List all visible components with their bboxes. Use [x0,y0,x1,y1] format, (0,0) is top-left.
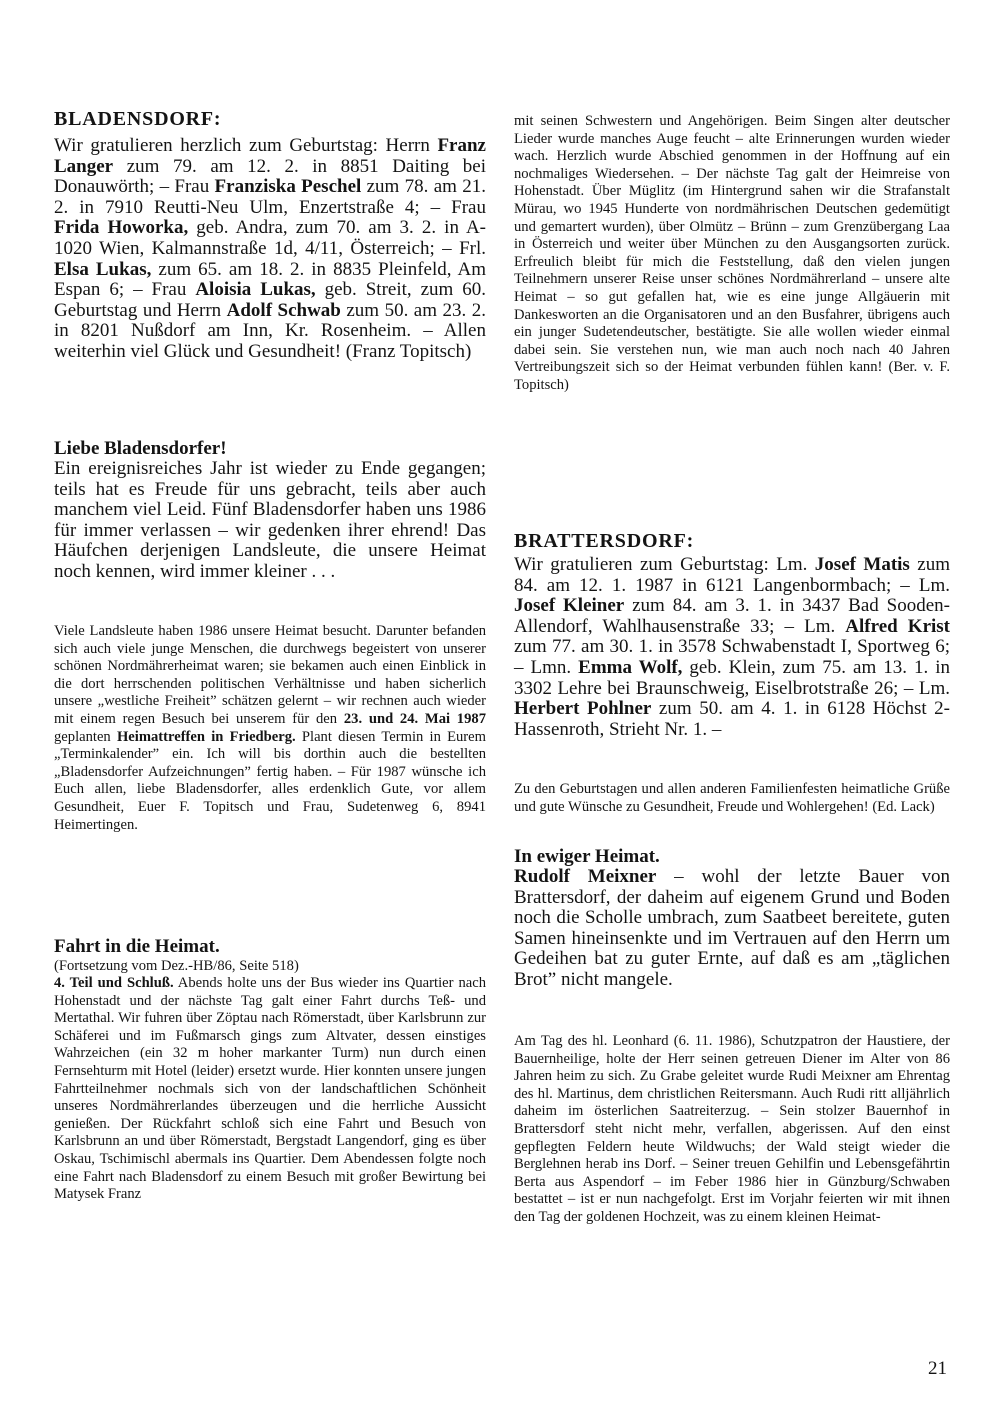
bold-run: Josef Matis [814,554,910,575]
text-run: zum 50. am 23. 2. in 8201 Nußdorf am Inn, Kr. Rosenheim. – Allen weiterhin viel Glück und Gesundheit! (Franz Topitsch) [54,299,486,362]
text-run: – wohl der letzte Bauer von Brattersdorf, der daheim auf eigenem Grund und Boden noch die Scholle umbrach, zum Saatbeet bereitete, guten Samen hineinsenkte und im Vertrauen auf den Herrn um Gedeihen bat zu guter Ernte, auf daß es am „täglichen Brot” nicht mangele. [514,866,950,990]
leonhard-text: Am Tag des hl. Leonhard (6. 11. 1986), Schutzpatron der Haustiere, der Bauernheilige, holte der Herr seinen getreuen Diener im Alter von 86 Jahren heim zu sich. Zu Grabe geleitet wurde Rudi Meixner am Ehrentag des hl. Martinus, dem christlichen Reitersmann. Auch Rudi ritt alljährlich daheim im österlichen Saatreiterzug. – Sein stolzer Bauernhof in Brattersdorf steht nicht mehr, verfallen, abgerissen. Auf den einst gepflegten Feldern heute Wildwuchs; der Wald steigt wieder die Berglehnen herab ins Dorf. – Seiner treuen Gehilfin und Lebensgefährtin Berta aus Aspendorf – im Feber 1986 hier in Günzburg/Schwaben bestattet – ist er nun nachgefolgt. Erst im Vorjahr feierten wir mit ihnen den Tag der goldenen Hochzeit, was zu einem kleinen Heimat- [514,1033,950,1225]
text-run: geb. Andra, zum 70. am 3. 2. in A-1020 Wien, Kalmannstraße 1d, 4/11, Österreich; – Frl. [54,217,487,259]
bold-run: Alfred Krist [845,615,950,637]
bold-run: Elsa Lukas, [54,258,152,280]
text-run: geplanten [54,728,117,745]
ewiger-heimat-text [514,867,950,991]
bold-run: Franziska Peschel [214,176,362,198]
bold-run: Franz Langer [54,135,486,177]
brattersdorf-birthdays [514,555,950,740]
bold-run: 4. Teil und Schluß. [54,975,174,991]
text-run: zum 77. am 30. 1. in 3578 Schwabenstadt I, Sportweg 6; – Lmn. [514,636,950,678]
viele-landsleute-text [54,623,486,834]
text-run: zum 84. am 3. 1. in 3437 Bad Sooden-Allendorf, Wahlhausenstraße 33; – Lm. [514,595,950,637]
text-run: Wir gratulieren zum Geburtstag: Lm. [514,554,815,575]
text-run: zum 78. am 21. 2. in 7910 Reutti-Neu Ulm, Enzertstraße 4; – Frau [54,176,486,218]
bold-run: Emma Wolf, [578,656,683,678]
bold-run: Josef Kleiner [514,595,625,617]
bold-run: Rudolf Meixner [514,866,657,887]
fahrt-continued-text: mit seinen Schwestern und Angehörigen. Beim Singen alter deutscher Lieder wurde manches Auge feucht – alte Erinnerungen wurden wieder wach. Herzlich wurde Abschied genommen in der Hoffnung auf ein nochmaliges Wiedersehen. – Der nächste Tag galt der Heimreise von Hohenstadt. Über Müglitz (im Hintergrund sahen wir die Strafanstalt Mürau, wo 1945 Hunderte von nordmährischen Deutschen gedemütigt und gemartert wurden), über Olmütz – Brünn – zum Grenzübergang Laa in Österreich und weiter über München zu den Ausgangsorten zurück. Erfreulich bleibt für mich die Feststellung, daß den vielen jungen Teilnehmern unserer Reise unser schönes Nordmährerland – unsere alte Heimat – so gut gefallen hat, wie es eine junge Allgäuerin mit Dankesworten an die Organisatoren und an den Busfahrer, übrigens auch ein junger Sudetendeutscher, bestätigte. Sie alle wollen wieder einmal dabei sein. Sie verstehen nun, wie man auch noch nach 40 Jahren Vertreibungszeit sich so der Heimat verbunden fühlen kann! (Ber. v. F. Topitsch) [514,113,950,393]
liebe-bladensdorfer-heading: Liebe Bladensdorfer! [54,438,227,459]
page-number: 21 [928,1358,947,1379]
fahrt-text [54,975,486,1204]
text-run: zum 65. am 18. 2. in 8835 Pleinfeld, Am Espan 6; – Frau [54,258,486,301]
ewiger-heimat-heading: In ewiger Heimat. [514,846,660,867]
bladensdorf-birthdays [54,136,486,363]
liebe-bladensdorfer-text: Ein ereignisreiches Jahr ist wieder zu Ende gegangen; teils hat es Freude für uns gebracht, teils aber auch manchem viel Leid. Fünf Bladensdorfer haben uns 1986 für immer verlassen – wir gedenken ihrer ehrend! Das Häufchen derjenigen Landsleute, die unsere Heimat noch kennen, wird immer kleiner . . . [54,458,486,582]
text-run: geb. Klein, zum 75. am 13. 1. in 3302 Lehre bei Braunschweig, Eiselbrotstraße 26; – Lm. [514,656,951,699]
text-run: Plant diesen Termin in Eurem „Terminkalender” ein. Ich will bis dorthin auch die bestellten „Bladensdorfer Aufzeichnungen” fertig haben. – Für 1987 wünsche ich Euch allen, liebe Bladensdorfer, alles erdenklich Gute, vor allem Gesundheit, Euer F. Topitsch und Frau, Sudetenweg 6, 8941 Heimertingen. [54,728,486,833]
bold-run: 23. und 24. Mai 1987 [343,710,486,727]
text-run: zum 50. am 4. 1. in 6128 Höchst 2-Hassenroth, Strieht Nr. 1. – [514,698,951,740]
bold-run: Adolf Schwab [226,299,341,321]
text-run: zum 79. am 12. 2. in 8851 Daiting bei Donauwörth; – Frau [54,155,486,198]
brattersdorf-heading: BRATTERSDORF: [514,530,695,552]
text-run: Viele Landsleute haben 1986 unsere Heimat besucht. Darunter befanden sich auch viele junge Menschen, die durchwegs begeistert von unserer schönen Nordmährerheimat waren; sie bekamen auch einen Einblick in die dort herrschenden politischen Verhältnisse und haben sicherlich unsere „westliche Freiheit” schätzen gelernt – wir rechnen auch wieder mit einem regen Besuch bei unserem für den [54,623,486,727]
text-run: zum 84. am 12. 1. 1987 in 6121 Langenbormbach; – Lm. [514,554,951,596]
bold-run: Frida Howorka, [54,217,189,239]
text-run: Abends holte uns der Bus wieder ins Quartier nach Hohenstadt und der nächste Tag galt einer Fahrt durchs Teß- und Mertathal. Wir fuhren über Zöptau nach Römerstadt, über Karlsbrunn zur Schäferei und im Fußmarsch gings zum Altvater, dessen einstiges Wahrzeichen (ein 32 m hoher markanter Turm) nun durch einen Fernsehturm mit Hotel (leider) ersetzt wurde. Hier konnten unsere jungen Fahrtteilnehmer nochmals sich von der landschaftlichen Schönheit unseres Nordmährerlandes überzeugen und die herrliche Aussicht genießen. Der Rückfahrt schloß sich eine Fahrt und Besuch von Karlsbrunn an und über Römerstadt, Bergstadt Langendorf, ging es über Oskau, Tschimischl abermals ins Quartier. Dem Abendessen folgte noch eine Fahrt nach Bladensdorf zu einem Besuch mit großer Bewirtung bei Matysek Franz [54,975,486,1203]
text-run: geb. Streit, zum 60. Geburtstag und Herrn [54,279,487,321]
bold-run: Aloisia Lukas, [195,279,316,301]
bold-run: Herbert Pohlner [514,698,652,720]
text-run: Wir gratulieren herzlich zum Geburtstag: Herrn [54,135,438,156]
fahrt-heading: Fahrt in die Heimat. [54,936,220,957]
wishes-text: Zu den Geburtstagen und allen anderen Familienfesten heimatliche Grüße und gute Wünsche zu Gesundheit, Freude und Wohlergehen! (Ed. Lack) [514,781,950,815]
fahrt-subheading: (Fortsetzung vom Dez.-HB/86, Seite 518) [54,958,299,974]
bladensdorf-heading: BLADENSDORF: [54,108,222,130]
bold-run: Heimattreffen in Friedberg. [116,728,296,745]
